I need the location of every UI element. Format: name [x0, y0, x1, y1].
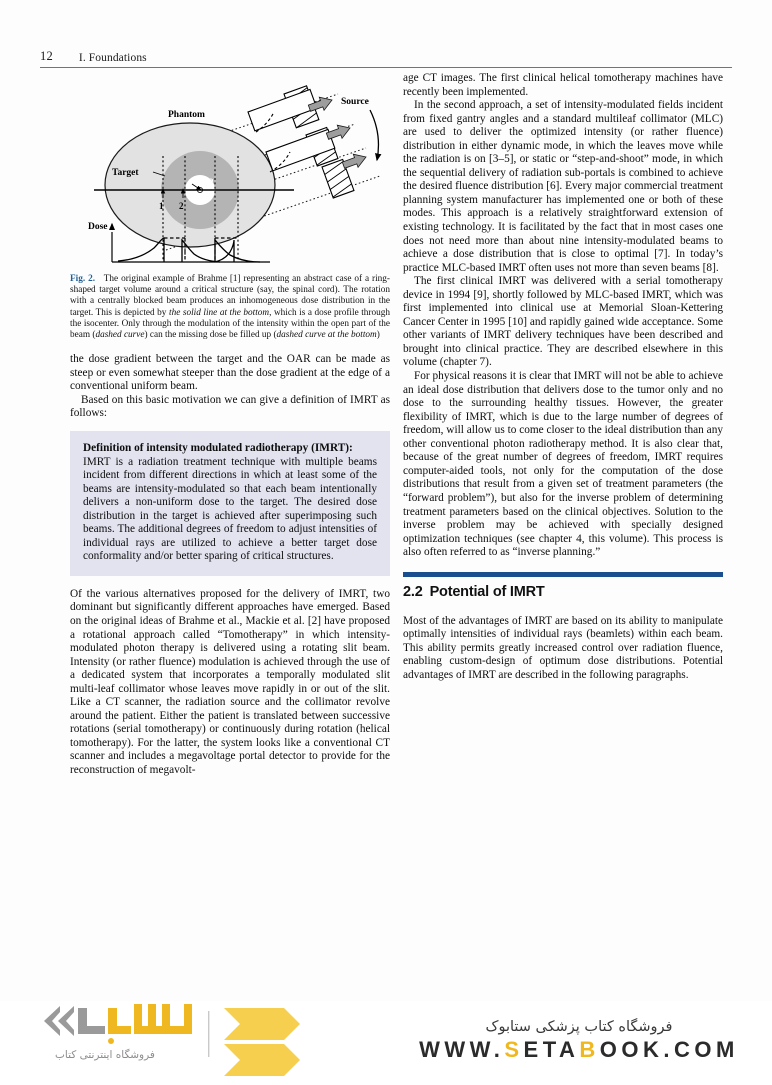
url-letter-b: B — [579, 1037, 600, 1062]
svg-text:2: 2 — [179, 201, 184, 211]
svg-text:1: 1 — [159, 201, 164, 211]
svg-text:Phantom: Phantom — [168, 110, 205, 120]
url-prefix: WWW. — [419, 1037, 505, 1062]
svg-text:Target: Target — [112, 168, 139, 178]
part-title: I. Foundations — [78, 52, 147, 64]
footer-logo-area — [0, 1002, 386, 1080]
figure-caption-text: The original example of Brahme [1] representing an abstract case of a ring-shaped target volume around a critical structure (say, the spinal cord). The rotation with a centrally blocked beam produces an inhomogeneous dose distribution in the target. This is depicted by the solid line at the bottom, which is a dose profile through the isocenter. Only through the modulation of the intensity within the open part of the beam (dashed curve) can the missing dose be filled up (dashed curve at the bottom) — [70, 274, 390, 341]
right-paragraph-4: For physical reasons it is clear that IMRT will not be able to achieve an ideal dose distribution that delivers dose to the tumor only and no dose to the surrounding healthy tissues. However, the greater flexibility of IMRT, which is due to the large number of degrees of freedom, will allow us to come closer to the ideal distribution than any other conventional photon radiotherapy method. It is also clear that, because of the great number of degrees of freedom, IMRT requires computer-aided tools, not only for the computation of the dose distributions that result from a given set of treatment parameters (the “forward problem”), but also for the inverse problem of determining treatment parameters based on the clinical objectives. Solution to the inverse problem may be achieved with specially designed optimization techniques (see chapter 4, this volume). This process is also often referred to as “inverse planning.” — [403, 370, 723, 559]
figure-2-illustration — [70, 72, 390, 268]
right-column — [403, 72, 723, 1002]
left-paragraph-3: Of the various alternatives proposed for the delivery of IMRT, two dominant but significantly different approaches have emerged. Based on the original ideas of Brahme et al., Mackie et al. [2] have proposed a rotational approach called “Tomotherapy” in which intensity-modulated photon therapy is delivered using a rotating slit beam. Intensity (or rather fluence) modulation is achieved through the use of a dedicated system that incorporates a temporally modulated slit multi-leaf collimator whose leaves move rapidly in or out of the slit. Like a CT scanner, the radiation source and the collimator revolve around the patient. Either the patient is translated between successive rotations (serial tomotherapy) or continuously during rotation (helical tomotherapy). For the latter, the system looks like a conventional CT scanner and includes a megavoltage portal detector to provide for the reconstruction of megavolt- — [70, 587, 390, 776]
definition-body: IMRT is a radiation treatment technique with multiple beams incident from different directions in which at least some of the beams are intensity-modulated so that each beam intentionally delivers a non-uniform dose to the target. The desired dose distribution in the target is achieved after superimposing such beams. The additional degrees of freedom to adjust intensities of individual rays are utilized to achieve a better target dose conformality and/or better sparing of critical structures. — [83, 455, 377, 563]
section-rule — [403, 572, 723, 577]
section-number: 2.2 — [403, 583, 423, 600]
figure-label: Fig. 2. — [70, 274, 96, 284]
left-column — [70, 72, 390, 1002]
left-paragraph-1: the dose gradient between the target and the OAR can be made as steep or even somewhat steeper than the dose gradient at the edge of a conventional uniform beam. — [70, 353, 390, 393]
footer-url-area — [386, 1002, 772, 1080]
right-paragraph-1: age CT images. The first clinical helical tomotherapy machines have recently been implemented. — [403, 72, 723, 98]
footer-banner — [0, 1001, 772, 1080]
page-number: 12 — [40, 49, 53, 63]
running-head — [40, 42, 732, 68]
two-column-body — [40, 72, 732, 1002]
definition-title: Definition of intensity modulated radiotherapy (IMRT): — [83, 441, 353, 454]
url-suffix: OOK.COM — [599, 1037, 739, 1062]
section-heading — [403, 584, 723, 600]
url-middle: ETA — [523, 1037, 580, 1062]
setabook-logo — [0, 1002, 386, 1080]
right-paragraph-2: In the second approach, a set of intensity-modulated fields incident from fixed gantry angles and a standard multileaf collimator (MLC) are used to deliver the optimized intensity (or rather fluence) distribution in either dynamic mode, in which the leaves move while the radiation is on [3–5], or static or “step-and-shoot” mode, in which the sequential delivery of radiation sub-portals is combined to achieve the desired fluence distribution [6]. Every major commercial treatment planning system manufacturer has implemented one or both of these modes. This approach is a relatively straightforward extension of existing technology. It is facilitated by the fact that in most cases one does not need more than about nine intensity-modulated beams to achieve a dose distribution that is close to optimal [7]. In today’s practice MLC-based IMRT often uses not more than seven beams [8]. — [403, 99, 723, 274]
section-title-text: Potential of IMRT — [429, 583, 545, 600]
figure-caption — [70, 274, 390, 341]
svg-text:Dose: Dose — [88, 222, 108, 232]
url-letter-s: S — [504, 1037, 524, 1062]
footer-website-url[interactable] — [419, 1037, 739, 1063]
svg-text:Source: Source — [341, 97, 369, 107]
right-paragraph-5: Most of the advantages of IMRT are based on its ability to manipulate optimally intensities of individual rays (beamlets) within each beam. This ability permits greatly increased control over radiation fluence, enabling custom-design of optimum dose distributions. Potential advantages of IMRT are described in the following paragraphs. — [403, 614, 723, 681]
svg-text:OAR: OAR — [193, 178, 215, 188]
footer-farsi-tagline: فروشگاه کتاب پزشکی ستابوک — [485, 1019, 673, 1035]
imrt-definition-box — [70, 431, 390, 576]
left-paragraph-2: Based on this basic motivation we can give a definition of IMRT as follows: — [70, 393, 390, 420]
right-paragraph-3: The first clinical IMRT was delivered with a serial tomotherapy device in 1994 [9], shortly followed by MLC-based IMRT, which was first implemented into clinical use at Memorial Sloan-Kettering Cancer Center in 1995 [10] and rapidly gained wide acceptance. Some other variants of IMRT delivery techniques have been described and brought into clinical practice. They are described elsewhere in this volume (chapter 7). — [403, 275, 723, 369]
footer-farsi-subtitle: فروشگاه اینترنتی کتاب — [55, 1049, 155, 1061]
